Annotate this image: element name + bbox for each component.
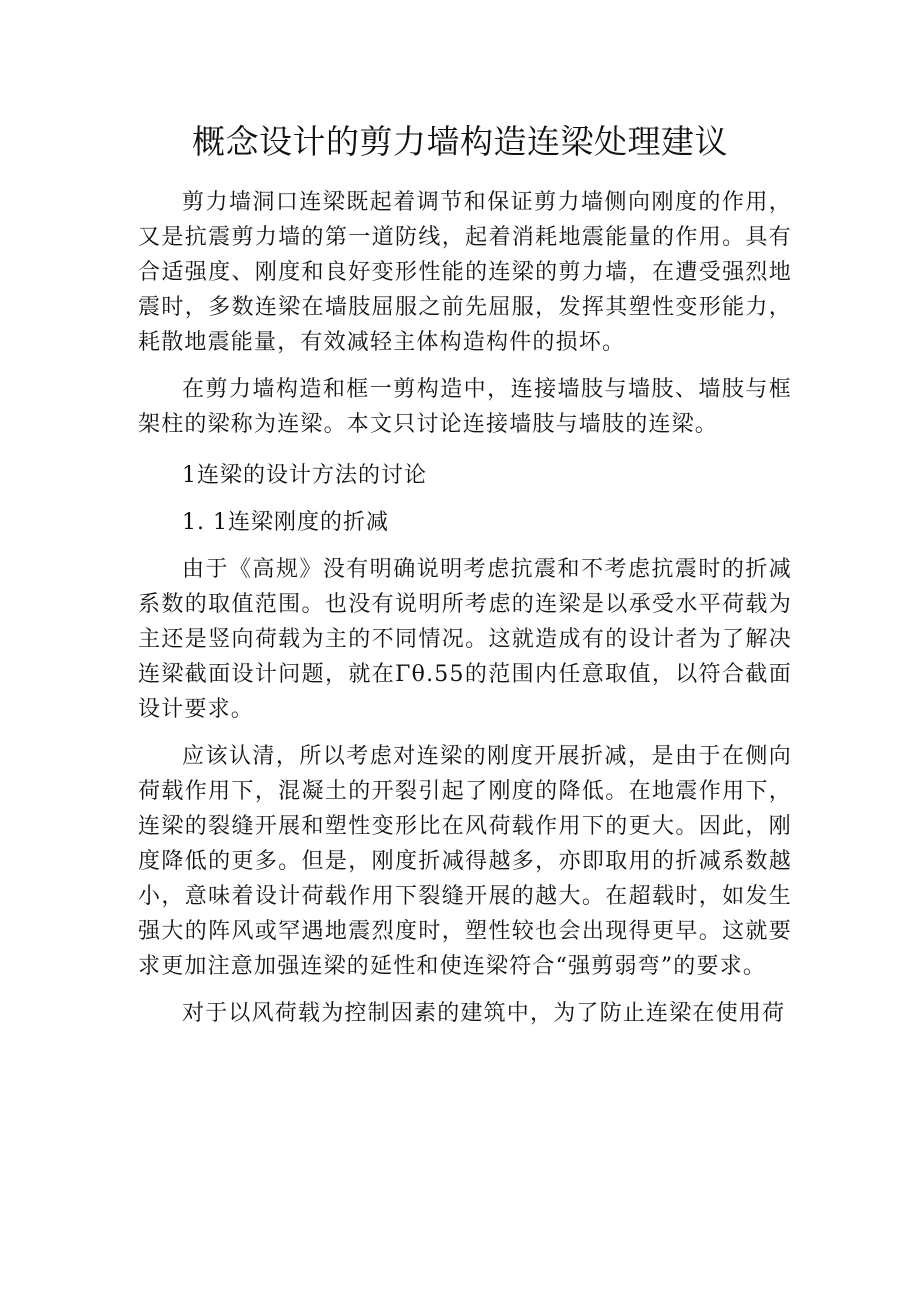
paragraph-gap xyxy=(138,727,792,739)
paragraph-gap xyxy=(138,984,792,996)
document-body xyxy=(138,185,792,1031)
document-title: 概念设计的剪力墙构造连梁处理建议 xyxy=(192,122,728,161)
section-heading-1: 1连梁的设计方法的讨论 xyxy=(182,463,427,488)
paragraph-gap xyxy=(138,442,792,458)
paragraph-gap xyxy=(138,360,792,372)
section-heading-1-1: 1. 1连梁刚度的折减 xyxy=(182,510,389,535)
paragraph-definition: 在剪力墙构造和框一剪构造中，连接墙肢与墙肢、墙肢与框架柱的梁称为连梁。本文只讨论连接墙肢与墙肢的连梁。 xyxy=(138,377,792,437)
paragraph-gap xyxy=(138,540,792,552)
paragraph-gap xyxy=(138,493,792,505)
paragraph-reduction-factor: 由于《高规》没有明确说明考虑抗震和不考虑抗震时的折减系数的取值范围。也没有说明所考虑的连梁是以承受水平荷载为主还是竖向荷载为主的不同情况。这就造成有的设计者为了解决连梁截面设计问题，就在Γθ.55的范围内任意取值，以符合截面设计要求。 xyxy=(138,557,792,722)
paragraph-stiffness-reduction: 应该认清，所以考虑对连梁的刚度开展折减，是由于在侧向荷载作用下，混凝土的开裂引起了刚度的降低。在地震作用下，连梁的裂缝开展和塑性变形比在风荷载作用下的更大。因此，刚度降低的更多。但是，刚度折减得越多，亦即取用的折减系数越小，意味着设计荷载作用下裂缝开展的越大。在超载时，如发生强大的阵风或罕遇地震烈度时，塑性较也会出现得更早。这就要求更加注意加强连梁的延性和使连梁符合“强剪弱弯”的要求。 xyxy=(138,744,792,979)
paragraph-intro: 剪力墙洞口连梁既起着调节和保证剪力墙侧向刚度的作用，又是抗震剪力墙的第一道防线，起着消耗地震能量的作用。具有合适强度、刚度和良好变形性能的连梁的剪力墙，在遭受强烈地震时，多数连梁在墙肢屈服之前先屈服，发挥其塑性变形能力，耗散地震能量，有效减轻主体构造构件的损坏。 xyxy=(138,190,792,355)
paragraph-wind-load: 对于以风荷载为控制因素的建筑中，为了防止连梁在使用荷 xyxy=(182,1001,786,1026)
